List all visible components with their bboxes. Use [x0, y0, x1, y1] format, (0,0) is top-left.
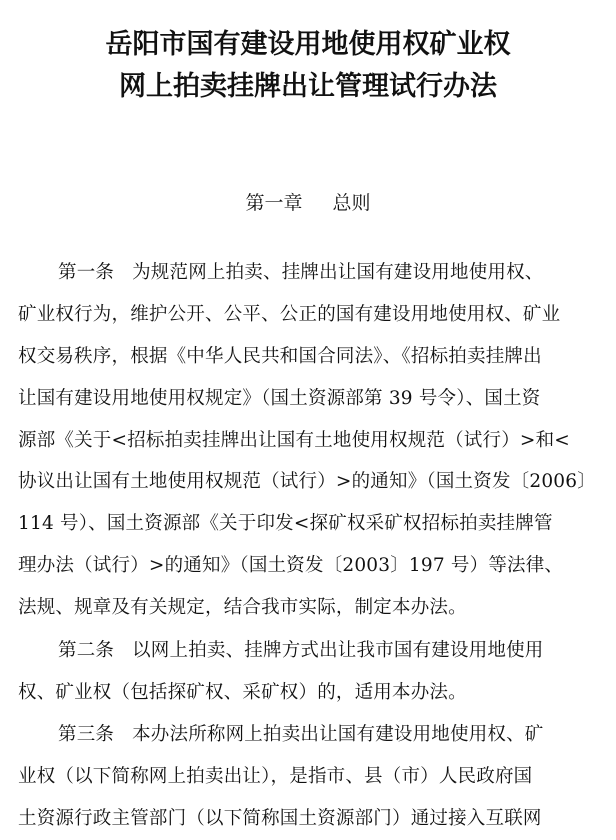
article-1-text-1: 为规范网上拍卖、挂牌出让国有建设用地使用权、	[132, 262, 544, 283]
article-3-text-1: 本办法所称网上拍卖出让国有建设用地使用权、矿	[132, 724, 544, 745]
article-3-label: 第三条	[58, 724, 115, 745]
article-1-line-8: 理办法（试行）>的通知》（国土资发〔2003〕197 号）等法律、	[18, 555, 564, 576]
article-1-line-7: 114 号）、国土资源部《关于印发<探矿权采矿权招标拍卖挂牌管	[18, 513, 553, 534]
article-1-line-4: 让国有建设用地使用权规定》（国土资源部第 39 号令）、国土资	[18, 388, 541, 409]
article-1-line-1	[58, 258, 544, 284]
article-2-label: 第二条	[58, 640, 115, 661]
chapter-heading	[0, 188, 616, 215]
article-2-line-1	[58, 636, 544, 662]
article-1-line-9: 法规、规章及有关规定，结合我市实际，制定本办法。	[18, 597, 467, 618]
article-3-line-1	[58, 720, 544, 746]
article-1-line-5: 源部《关于<招标拍卖挂牌出让国有土地使用权规范（试行）>和<	[18, 430, 571, 451]
article-2-text-1: 以网上拍卖、挂牌方式出让我市国有建设用地使用	[132, 640, 544, 661]
article-1-line-6: 协议出让国有土地使用权规范（试行）>的通知》（国土资发〔2006〕	[18, 471, 596, 492]
chapter-number: 第一章	[245, 192, 303, 214]
article-1-label: 第一条	[58, 262, 115, 283]
article-1-line-3: 权交易秩序，根据《中华人民共和国合同法》、《招标拍卖挂牌出	[18, 346, 542, 367]
article-3-line-3: 土资源行政主管部门（以下简称国土资源部门）通过接入互联网	[18, 808, 542, 829]
article-3-line-2: 业权（以下简称网上拍卖出让），是指市、县（市）人民政府国	[18, 766, 533, 787]
article-1-line-2: 矿业权行为，维护公开、公平、公正的国有建设用地使用权、矿业	[18, 304, 561, 325]
document-title-line-2: 网上拍卖挂牌出让管理试行办法	[119, 71, 497, 102]
article-2-line-2: 权、矿业权（包括探矿权、采矿权）的，适用本办法。	[18, 682, 467, 703]
chapter-name: 总则	[332, 192, 371, 214]
document-title-line-1: 岳阳市国有建设用地使用权矿业权	[105, 29, 511, 60]
